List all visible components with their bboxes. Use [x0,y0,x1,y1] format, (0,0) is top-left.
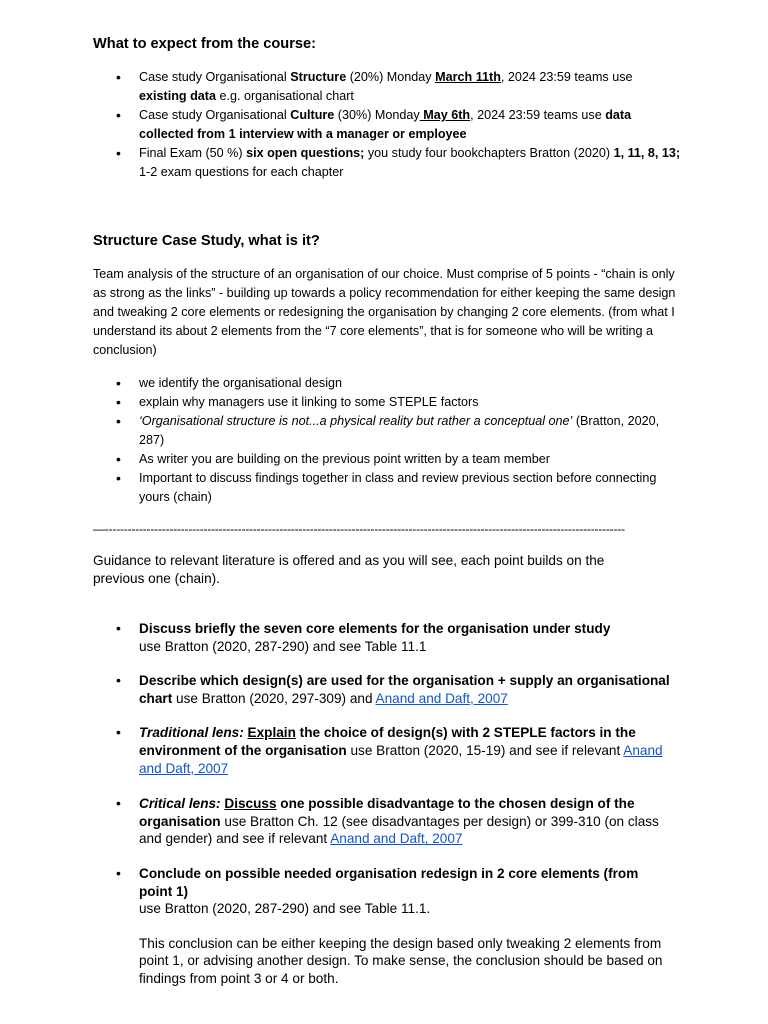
guidance-intro: Guidance to relevant literature is offered and as you will see, each point builds on the previous one (chain). [93,553,605,586]
deadline-date: March 11th [435,70,501,84]
list-item: • Important to discuss findings together in class and review previous section before connecting yours (chain) [93,469,683,507]
list-item: • Final Exam (50 %) six open questions; you study four bookchapters Bratton (2020) 1, 11, 8, 13; 1-2 exam questions for each chapter [93,144,683,182]
list-item: • we identify the organisational design [93,374,683,393]
course-assessment-list [93,68,683,182]
conclusion-explanation: This conclusion can be either keeping the design based only tweaking 2 elements from point 1, or advising another design. To make sense, the conclusion should be based on findings from point 3 or 4 or both. [139,935,663,986]
section-divider: —----------------------------------------------------------------------------------------------------------------------------------------- [93,522,625,536]
list-item: • Critical lens: Discuss one possible disadvantage to the chosen design of the organisation use Bratton Ch. 12 (see disadvantages per design) or 399-310 (on class and gender) and see if relevant Anand and Daft, 2007 [93,795,673,848]
structure-case-study-heading: Structure Case Study, what is it? [93,233,320,249]
quote: ‘Organisational structure is not...a physical reality but rather a conceptual one’ [139,414,573,428]
list-item: • As writer you are building on the previous point written by a team member [93,450,683,469]
list-item: • Conclude on possible needed organisation redesign in 2 core elements (from point 1) use Bratton (2020, 287-290) and see Table 11.1. This conclusion can be either keeping the design based only tweaking 2 elements from point 1, or advising another design. To make sense, the conclusion should be based on findings from point 3 or 4 or both. [93,865,673,988]
guidance-points-list [93,620,673,988]
case-study-steps-list [93,374,683,507]
anand-daft-link[interactable]: Anand and Daft, 2007 [375,690,508,706]
list-item: • ‘Organisational structure is not...a physical reality but rather a conceptual one’ (Bratton, 2020, 287) [93,412,683,450]
list-item: • Discuss briefly the seven core elements for the organisation under study use Bratton (2020, 287-290) and see Table 11.1 [93,620,673,655]
list-item: • Case study Organisational Culture (30%) Monday May 6th, 2024 23:59 teams use data collected from 1 interview with a manager or employee [93,106,683,144]
anand-daft-link[interactable]: Anand and Daft, 2007 [139,742,663,776]
list-item: • Traditional lens: Explain the choice of design(s) with 2 STEPLE factors in the environment of the organisation use Bratton (2020, 15-19) and see if relevant Anand and Daft, 2007 [93,724,673,777]
list-item: • Case study Organisational Structure (20%) Monday March 11th, 2024 23:59 teams use existing data e.g. organisational chart [93,68,683,106]
course-expectations-heading: What to expect from the course: [93,36,316,52]
list-item: • Describe which design(s) are used for the organisation + supply an organisational chart use Bratton (2020, 297-309) and Anand and Daft, 2007 [93,672,673,707]
deadline-date: May 6th [419,108,471,122]
case-study-description: Team analysis of the structure of an organisation of our choice. Must comprise of 5 points - “chain is only as strong as the links” - building up towards a policy recommendation for either keeping the same design and tweaking 2 core elements or redesigning the organisation by changing 2 core elements. (from what I understand its about 2 elements from the “7 core elements”, that is for someone who will be writing a conclusion) [93,267,676,357]
list-item: • explain why managers use it linking to some STEPLE factors [93,393,683,412]
anand-daft-link[interactable]: Anand and Daft, 2007 [330,831,463,847]
